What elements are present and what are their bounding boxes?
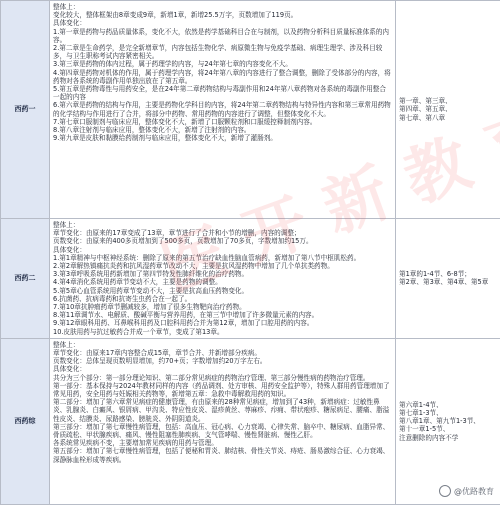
change-line: 第三部分：增加了第七章慢性病管理，包括：高血压、冠心病、心力衰竭、心律失常、脑卒中、糖尿病、血脂异常、骨质疏松、甲状腺疾病、痛风、慢性阻塞性肺疾病、支气管哮喘、慢性肾脏病、慢性乙肝。 — [53, 423, 392, 439]
change-line: 章节变化：由原来17章内容整合成15章，章节合并、并新增部分疾病。 — [53, 349, 392, 357]
chapter-line: 第2章、第3章、第4章、第5章 — [399, 278, 500, 286]
chapters-cell — [396, 1, 500, 219]
chapter-line: 第十一章1-5节、 — [399, 425, 500, 433]
change-line: 2.第2章解热镇痛抗炎药和抗风湿药章节改动不大，主要是抗风湿药物中增加了几个单抗类药物。 — [53, 262, 392, 270]
brand-logo — [439, 485, 494, 497]
change-line: 8.第11章调节水、电解质、酸碱平衡与营养用药，在第三节中增加了许多微量元素的内容。 — [53, 311, 392, 319]
changes-cell — [50, 338, 396, 504]
table-row — [1, 1, 500, 219]
change-line: 第一部分：基本保持与2024年教材同样的内容（药品调剂、处方审核、用药安全监护等），特殊人群用药管理增加了常见用药，安全用药与妊娠相关药物等，新增第五章：急救中毒解救用药的知识。 — [53, 382, 392, 398]
chapters-cell — [396, 219, 500, 339]
chapter-line: 第七章、第八章 — [399, 114, 500, 122]
chapter-line: 第六章1-4节、 — [399, 401, 500, 409]
chapters-cell — [396, 338, 500, 504]
change-line: 6.第六章是药物的结构与作用，主要是药物化学科目的内容，将24年第二章药物结构与特异性内容和第三章常用药物的化学结构与作用进行了合并，将部分中药物、常用药物的内容进行了调整，但整体变化不大。 — [53, 101, 392, 117]
change-line: 共分为三个部分：第一部分理论知识、第二部分常见病症的药物治疗管理、第三部分慢性病的药物治疗管理。 — [53, 374, 392, 382]
chapter-line: 第一章、第三章、 — [399, 97, 500, 105]
change-line: 7.第七章口服制剂与临床应用，整体变化不大，新增了口服颗粒剂和口服缓控释制剂内容。 — [53, 118, 392, 126]
subject-cell: 西药二 — [1, 219, 50, 339]
change-line: 2.第二章是生命药学，是完全新增章节，内容包括生物化学、病原微生物与免疫学基础、病理生理学、涉及科目较多，与卫生职称考试内容紧密相关。 — [53, 44, 392, 60]
logo-icon — [439, 485, 451, 497]
change-line: 4.第4章消化系统用药章节变动不大，主要是药物的调整。 — [53, 278, 392, 286]
changes-cell — [50, 1, 396, 219]
change-line: 9.第12章眼科用药、耳鼻喉科用药及口腔科用药合并为第12章，增加了口腔用药的内容。 — [53, 319, 392, 327]
change-line: 10.皮肤用药与抗过敏药合并成一个章节，变成了第13章。 — [53, 328, 392, 336]
change-line: 整体上： — [53, 341, 392, 349]
change-line: 3.第三章是药物的体内过程，属于药理学的内容，与24年第七章的内容变化不大。 — [53, 60, 392, 68]
change-line: 1.第1章精神与中枢神经系统：删除了原来的第五节治疗缺血性脑血管病药，新增加了第八节中枢肌松药。 — [53, 254, 392, 262]
change-line: 7.第10章抗肿瘤药章节删减较多，增加了很多生物靶向治疗药物。 — [53, 303, 392, 311]
changes-cell — [50, 219, 396, 339]
change-line: 6.抗菌药、抗病毒药和抗寄生虫药合在一起了。 — [53, 295, 392, 303]
table-row — [1, 219, 500, 339]
change-line: 第五部分：增加了第七章慢性病管理，包括了便秘和胃炎、肺结核、骨性关节炎、痔疮、肠易激综合征、心力衰竭、深静脉血栓形成等疾病。 — [53, 447, 392, 463]
chapter-line: 第四章、第五章、 — [399, 105, 500, 113]
change-line: 整体上： — [53, 3, 392, 11]
subject-cell: 西药一 — [1, 1, 50, 219]
change-line: 各系统常见疾病不变，主要增加常见疾病的用药与管理。 — [53, 439, 392, 447]
change-line: 9.第九章是皮肤和黏膜给药制剂与临床应用，整体变化不大，新增了灌肠剂。 — [53, 134, 392, 142]
table-row — [1, 338, 500, 504]
chapter-line: 第八章1章、第九节1-3节、 — [399, 417, 500, 425]
chapter-line: 第七章1-3节、 — [399, 409, 500, 417]
change-line: 具体变化： — [53, 246, 392, 254]
change-line: 具体变化： — [53, 365, 392, 373]
change-line: 具体变化： — [53, 19, 392, 27]
change-line: 5.第五章是药物毒性与用药安全，是在24年第二章药物结构与毒副作用和24年第八章药物对各系统的毒副作用整合一起的内容 — [53, 85, 392, 101]
change-line: 1.第一章是药物与药品质量体系，变化不大，依然是药学基础科目合在与制剂，以及药物分析科目质量标准体系的内容。 — [53, 28, 392, 44]
chapter-line: 第1章的1-4节、6-8节； — [399, 270, 500, 278]
subject-cell: 西药综 — [1, 338, 50, 504]
change-line: 4.第四章是药物对机体的作用，属于药理学内容，将24年第八章的内容进行了整合调整，删除了受体部分的内容，将药物对各系统的毒副作用单独出放在了第五章。 — [53, 69, 392, 85]
change-line: 整体上： — [53, 221, 392, 229]
change-line: 5.第5章心血管系统用药章节变动不大，主要是抗高血压药物变化。 — [53, 287, 392, 295]
change-line: 页数变化：总体呈现页数明显增加，约70+页；字数增加约20万字左右。 — [53, 357, 392, 365]
change-line: 章节变化：由原来的17章变成了13章，章节进行了合并和小节的增删，内容的调整； — [53, 229, 392, 237]
change-line: 第二部分：增加了第六章常见病症的健康管理，有由原来的28种常见病症，增加到了43种，新增病症：过敏性鼻炎、乳腺炎、白癜风、银屑病、甲沟炎、特应性皮炎、湿疹黄丝、荨麻疹、疖痈、带状疱疹、糖尿病足、腰痛、脂溢性皮炎、结膜炎、尿路感染、膀胱炎、外阴阴道炎。 — [53, 398, 392, 423]
change-line: 变化较大，整体框架由8章变成9章，新增1章，新增25.5万字，页数增加了119页。 — [53, 11, 392, 19]
change-line: 3.第3章呼吸系统用药新增加了第四节特发性肺纤维化的治疗药物。 — [53, 270, 392, 278]
change-line: 页数变化：由原来的400多页增加到了500多页，页数增加了70多页，字数增加约15万。 — [53, 237, 392, 245]
logo-text: @优路教育 — [454, 486, 494, 497]
chapter-line: 注意删除的内容不学 — [399, 434, 500, 442]
change-line: 8.第八章注射剂与临床应用，整体变化不大，新增了注射剂的内容。 — [53, 126, 392, 134]
watermark-text: 医 开 新 教 育 — [147, 83, 500, 309]
